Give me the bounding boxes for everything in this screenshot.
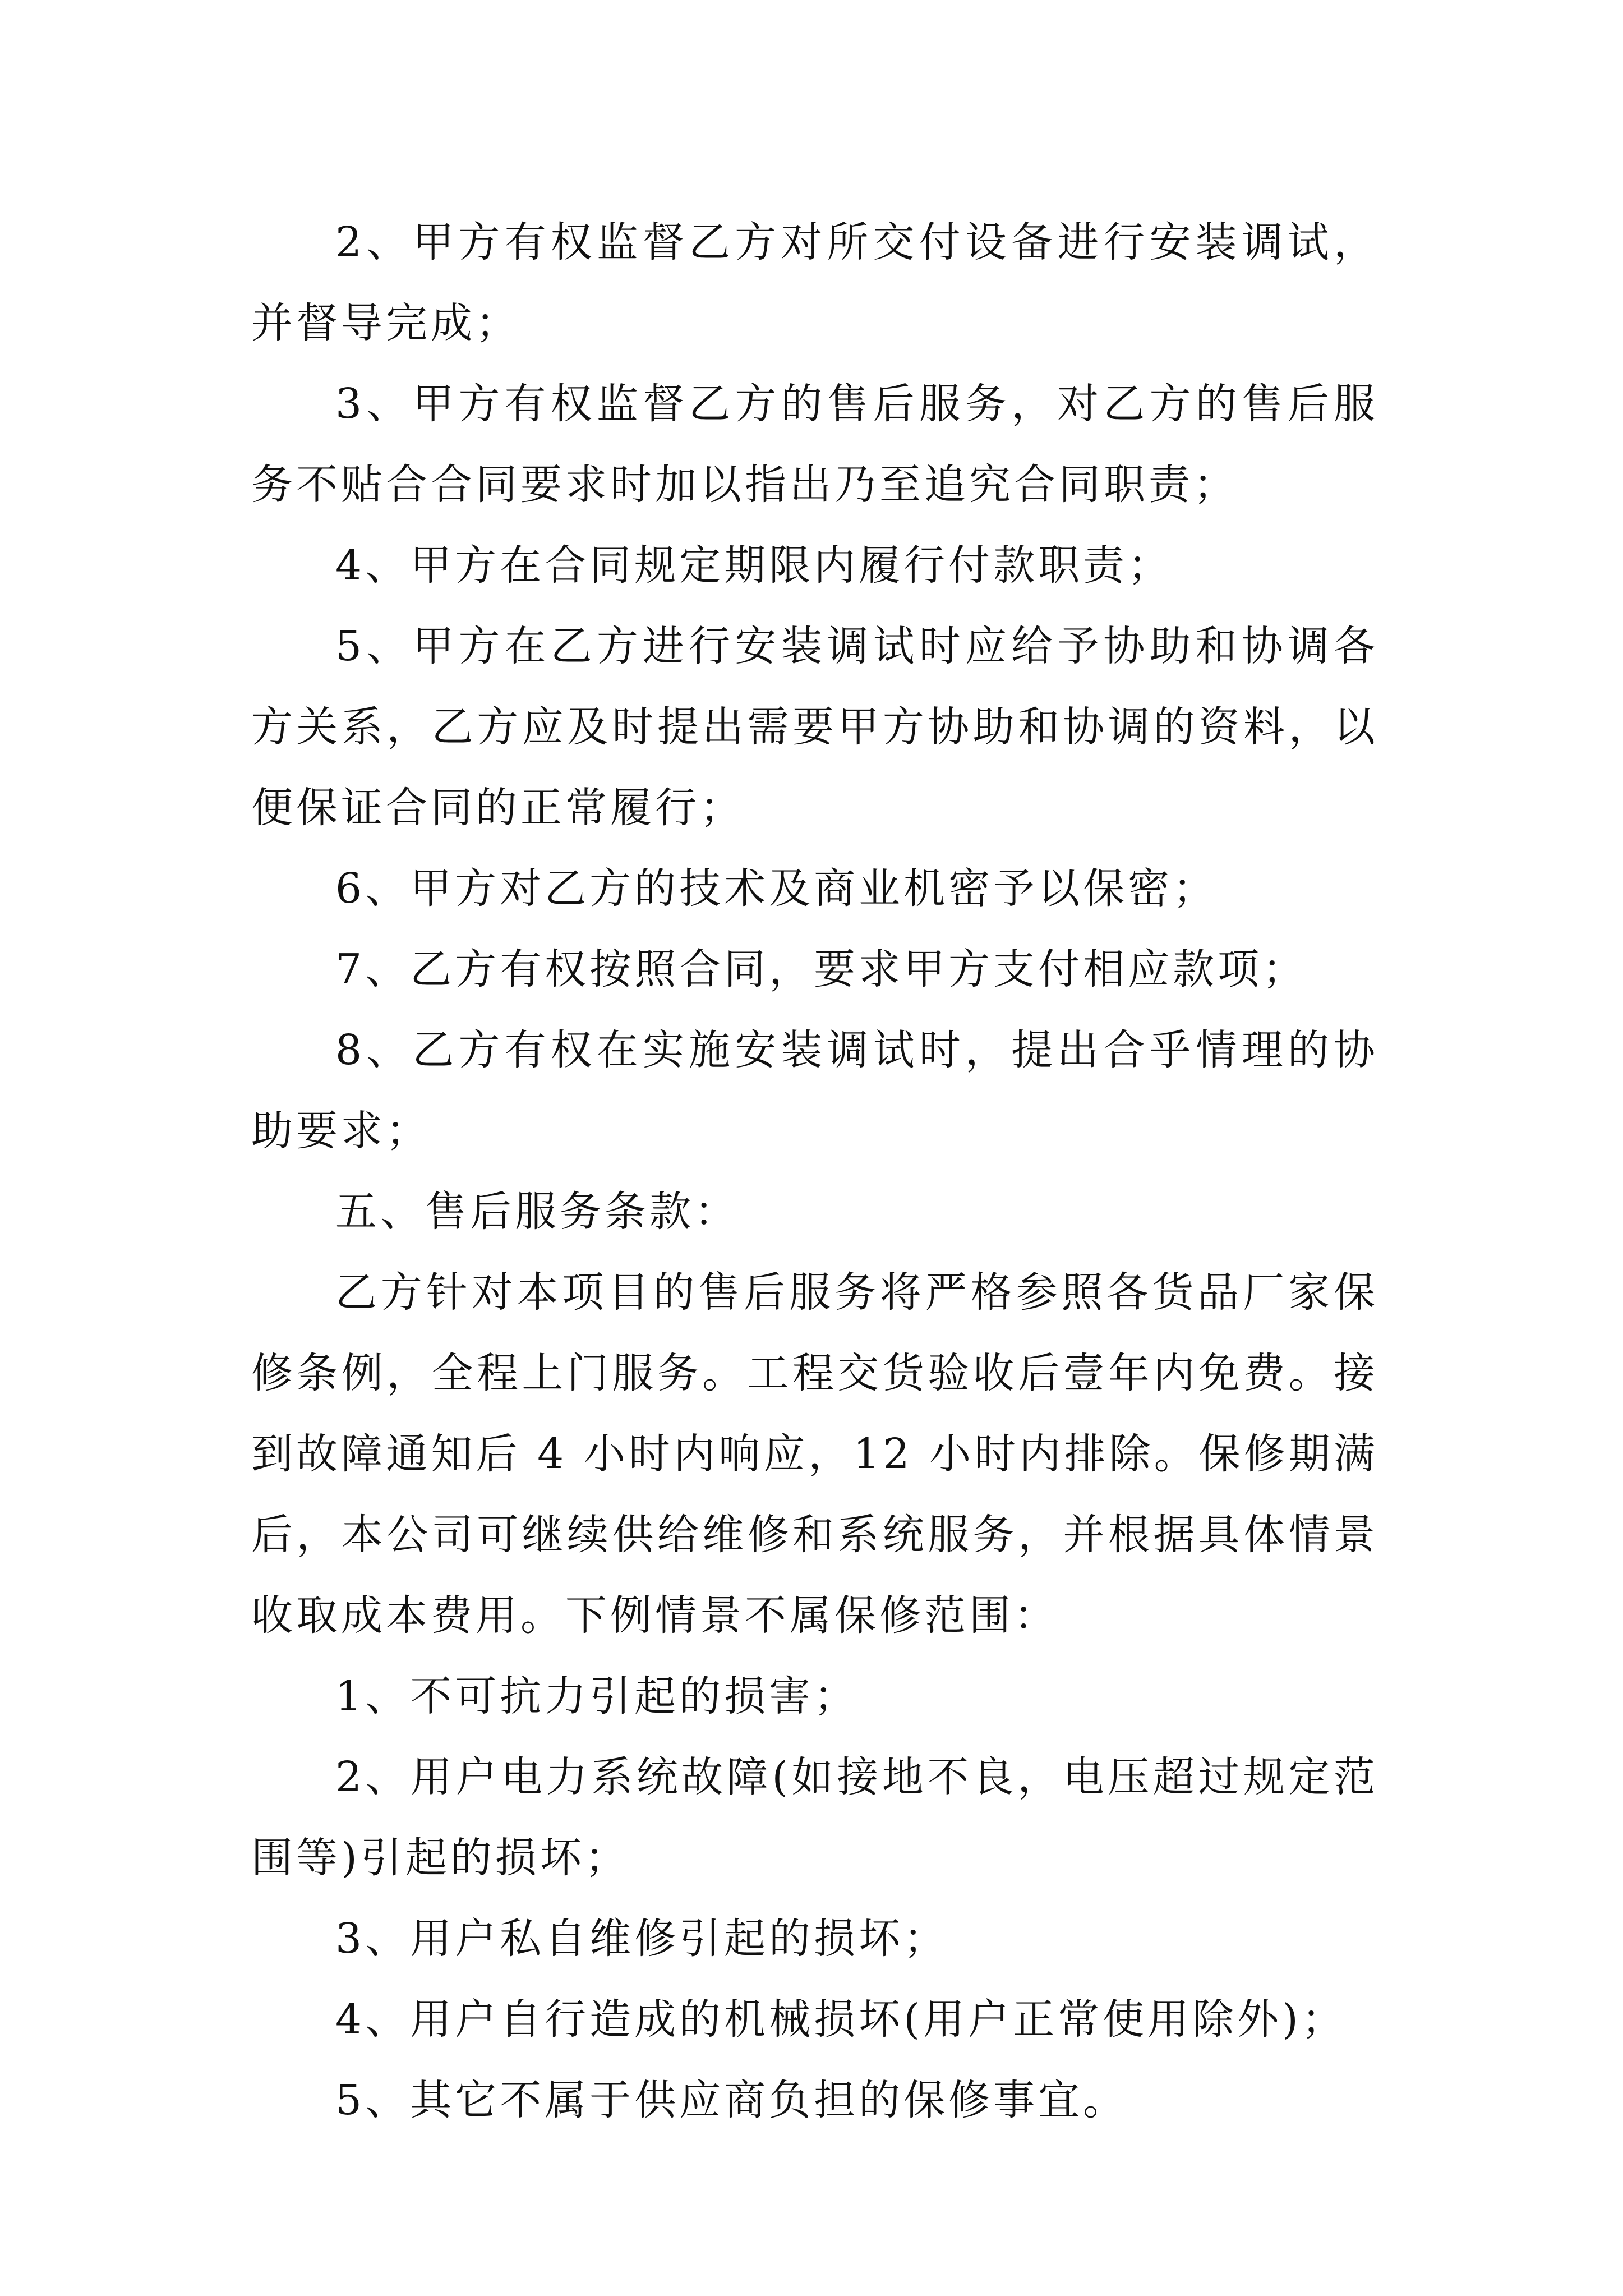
- paragraph-clause-7: 7、乙方有权按照合同，要求甲方支付相应款项；: [335, 945, 1308, 993]
- paragraph-exclusion-4: 4、用户自行造成的机械损坏(用户正常使用除外)；: [335, 1995, 1347, 2044]
- document-body: [251, 202, 1378, 2141]
- paragraph-exclusion-5: 5、其它不属于供应商负担的保修事宜。: [335, 2076, 1128, 2124]
- paragraph-clause-3: 3、甲方有权监督乙方的售后服务，对乙方的售后服务不贴合合同要求时加以指出乃至追究合同职责；: [251, 380, 1378, 509]
- paragraph-clause-6: 6、甲方对乙方的技术及商业机密予以保密；: [335, 864, 1218, 913]
- paragraph-exclusion-2: 2、用户电力系统故障(如接地不良，电压超过规定范围等)引起的损坏；: [251, 1753, 1378, 1882]
- section-heading-after-sales: 五、售后服务条款：: [335, 1188, 739, 1236]
- paragraph-clause-4: 4、甲方在合同规定期限内履行付款职责；: [335, 541, 1173, 590]
- paragraph-exclusion-3: 3、用户私自维修引起的损坏；: [335, 1915, 949, 1963]
- paragraph-clause-8: 8、乙方有权在实施安装调试时，提出合乎情理的协助要求；: [251, 1026, 1378, 1155]
- paragraph-clause-5: 5、甲方在乙方进行安装调试时应给予协助和协调各方关系，乙方应及时提出需要甲方协助和协调的资料，以便保证合同的正常履行；: [251, 622, 1378, 832]
- paragraph-after-sales-terms: 乙方针对本项目的售后服务将严格参照各货品厂家保修条例，全程上门服务。工程交货验收后壹年内免费。接到故障通知后 4 小时内响应，12 小时内排除。保修期满后，本公司可继续供给维修和系统服务，并根据具体情景收取成本费用。下例情景不属保修范围：: [251, 1268, 1378, 1640]
- paragraph-clause-2: 2、甲方有权监督乙方对所交付设备进行安装调试，并督导完成；: [251, 218, 1378, 347]
- paragraph-exclusion-1: 1、不可抗力引起的损害；: [335, 1672, 859, 1720]
